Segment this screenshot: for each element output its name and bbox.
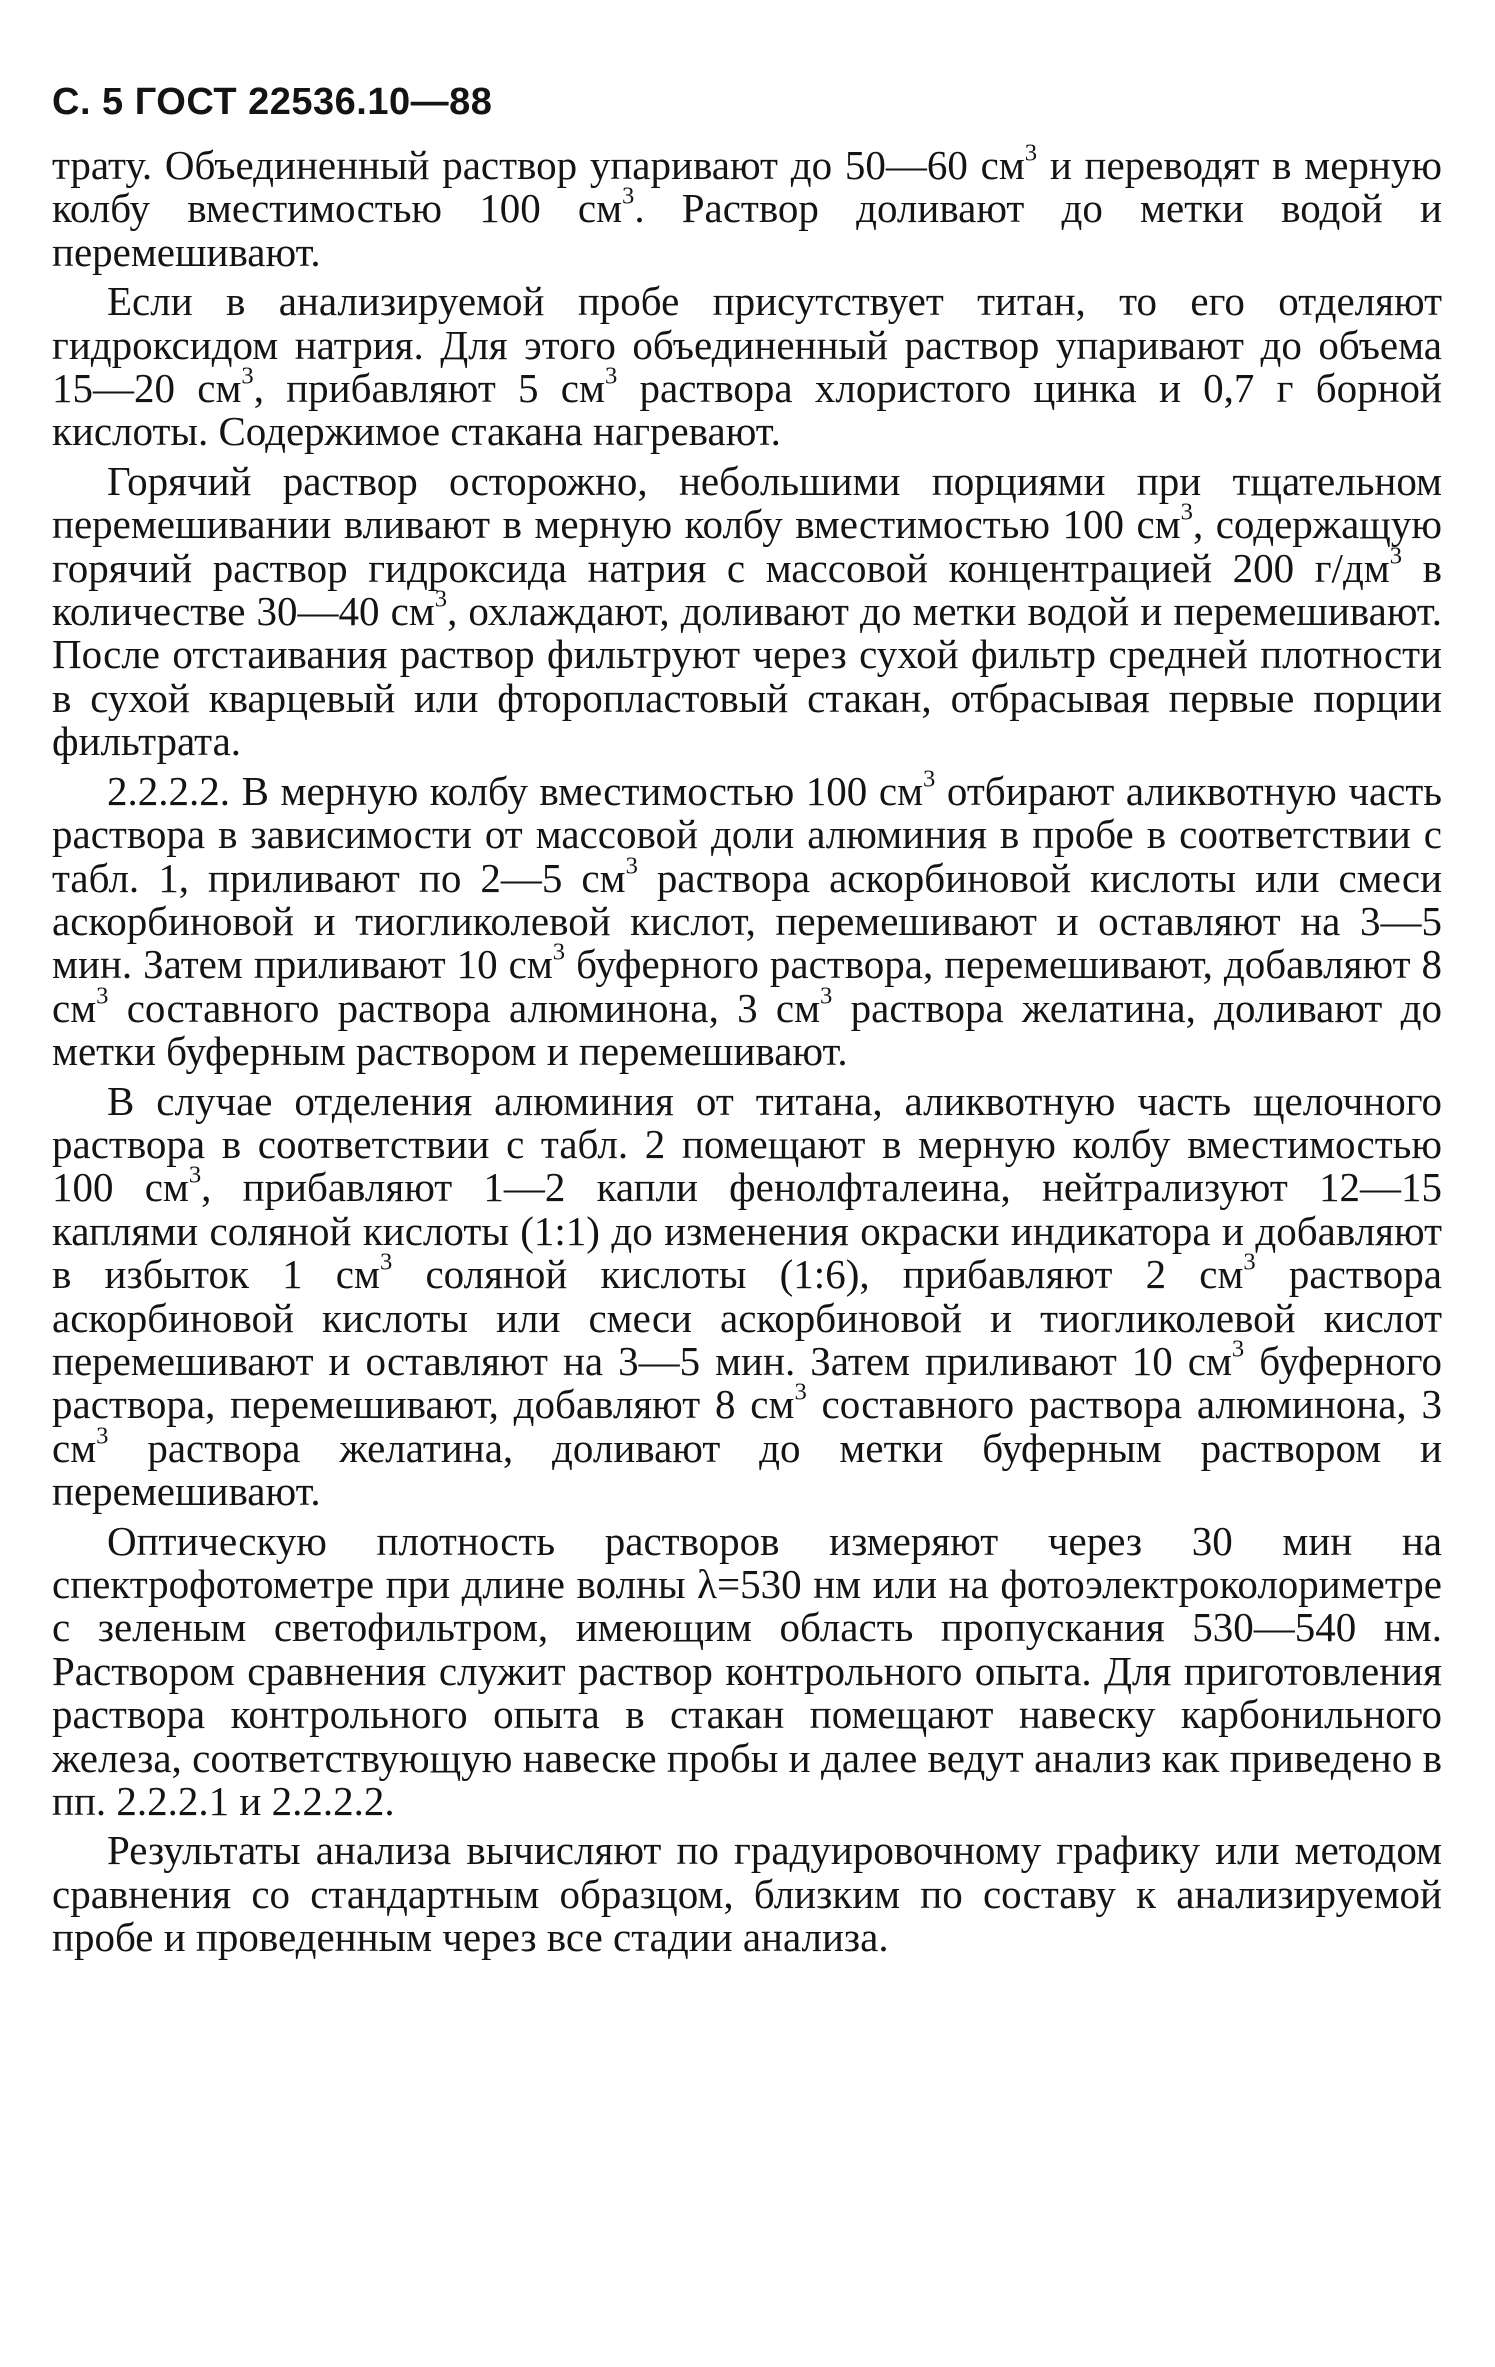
unit-superscript: 3 (1231, 1335, 1245, 1363)
document-page (52, 78, 1442, 1966)
unit-superscript: 3 (241, 362, 254, 390)
paragraph (52, 1077, 1443, 1515)
paragraph-text: Горячий раствор осторожно, небольшими порциями при тщательном перемешивании вливают в мерную колбу вместимостью 100 см (52, 457, 1442, 548)
unit-superscript: 3 (622, 182, 635, 210)
paragraph-text: трату. Объединенный раствор упаривают до 50—60 см (52, 142, 1025, 188)
paragraph-text: , прибавляют 5 см (253, 365, 605, 412)
paragraph-text: отбирают аликвотную часть раствора в зависимости от массовой доли алюминия в пробе в соответствии с табл. 1, приливают по 2—5 см (52, 767, 1442, 901)
paragraph (52, 280, 1442, 454)
page-header: С. 5 ГОСТ 22536.10—88 (52, 81, 493, 123)
paragraph-text: буферного раствора, перемешивают, добавляют 8 см (52, 1337, 1443, 1428)
paragraph-text: в количестве 30—40 см (52, 544, 1443, 635)
unit-superscript: 3 (604, 362, 618, 390)
paragraph-text: Результаты анализа вычисляют по градуировочному графику или методом сравнения со стандартным образцом, близким по составу к анализируемой пробе и проведенным через все стадии анализа. (52, 1827, 1442, 1961)
unit-superscript: 3 (625, 852, 638, 880)
paragraph (52, 139, 1442, 275)
unit-superscript: 3 (379, 1248, 393, 1276)
unit-superscript: 3 (552, 938, 566, 966)
unit-superscript: 3 (1389, 542, 1403, 570)
paragraph-text: раствора аскорбиновой кислоты или смеси аскорбиновой и тиогликолевой кислот, перемешивают и оставляют на 3—5 мин. Затем приливают 10 см (52, 854, 1443, 988)
paragraph-text: . Раствор доливают до метки водой и перемешивают. (52, 185, 1442, 275)
unit-superscript: 3 (794, 1378, 807, 1406)
unit-superscript: 3 (96, 1422, 109, 1450)
unit-superscript: 3 (923, 765, 936, 793)
paragraph (52, 1517, 1442, 1825)
unit-superscript: 3 (434, 585, 448, 613)
paragraph (52, 765, 1443, 1075)
paragraph-text: соляной кислоты (1:6), прибавляют 2 см (392, 1251, 1244, 1298)
unit-superscript: 3 (1243, 1248, 1256, 1276)
paragraph-text: и переводят в мерную колбу вместимостью 100 см (52, 142, 1442, 232)
paragraph-text: Если в анализируемой пробе присутствует титан, то его отделяют гидроксидом натрия. Для этого объединенный раствор упаривают до объема 15—20 см (52, 278, 1442, 412)
paragraph (52, 1829, 1442, 1959)
paragraph-text: составного раствора алюминона, 3 см (52, 1381, 1442, 1471)
paragraph (52, 457, 1443, 765)
body-text (52, 139, 1443, 1961)
paragraph-text: раствора хлористого цинка и 0,7 г борной кислоты. Содержимое стакана нагревают. (52, 365, 1442, 455)
unit-superscript: 3 (1024, 139, 1038, 167)
unit-superscript: 3 (820, 982, 833, 1010)
unit-superscript: 3 (96, 982, 109, 1010)
paragraph-text: раствора аскорбиновой кислоты или смеси аскорбиновой и тиогликолевой кислот перемешивают и оставляют на 3—5 мин. Затем приливают 10 см (52, 1251, 1443, 1384)
paragraph-text: , содержащую горячий раствор гидроксида натрия с массовой концентрацией 200 г/дм (52, 501, 1442, 591)
paragraph-text: раствора желатина, доливают до метки буферным раствором и перемешивают. (52, 984, 1442, 1075)
unit-superscript: 3 (1180, 498, 1193, 526)
paragraph-text: 2.2.2.2. В мерную колбу вместимостью 100 см (107, 767, 924, 814)
paragraph-text: раствора желатина, доливают до метки буферным раствором и перемешивают. (52, 1424, 1442, 1515)
paragraph-text: , прибавляют 1—2 капли фенолфталеина, нейтрализуют 12—15 каплями соляной кислоты (1:1) до изменения окраски индикатора и добавляют в избыток 1 см (52, 1164, 1442, 1298)
paragraph-text: буферного раствора, перемешивают, добавляют 8 см (52, 941, 1442, 1031)
unit-superscript: 3 (188, 1161, 202, 1189)
paragraph-text: В случае отделения алюминия от титана, аликвотную часть щелочного раствора в соответствии с табл. 2 помещают в мерную колбу вместимостью 100 см (52, 1077, 1442, 1211)
paragraph-text: , охлаждают, доливают до метки водой и перемешивают. После отстаивания раствор фильтруют через сухой фильтр средней плотности в сухой кварцевый или фторопластовый стакан, отбрасывая первые порции фильтрата. (52, 588, 1442, 765)
paragraph-text: Оптическую плотность растворов измеряют через 30 мин на спектрофотометре при длине волны λ=530 нм или на фотоэлектроколориметре с зеленым светофильтром, имеющим область пропускания 530—540 нм. Раствором сравнения служит раствор контрольного опыта. Для приготовления раствора контрольного опыта в стакан помещают навеску карбонильного железа, соответствующую навеске пробы и далее ведут анализ как приведено в пп. 2.2.2.1 и 2.2.2.2. (52, 1517, 1442, 1825)
paragraph-text: составного раствора алюминона, 3 см (108, 984, 821, 1031)
